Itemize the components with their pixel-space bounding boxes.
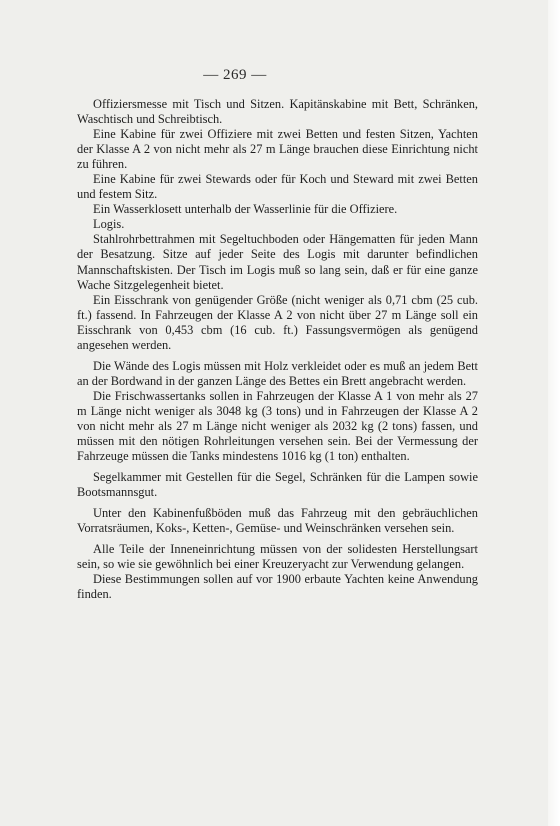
paragraph: Ein Wasserklosett unterhalb der Wasserlinie für die Offiziere. [93, 202, 398, 217]
page-number: — 269 — [203, 67, 267, 83]
paragraph: Ein Eisschrank von genügender Größe (nicht weniger als 0,71 cbm (25 cub. ft.) fassend. In Fahrzeugen der Klasse A 2 von nicht über 27 m Länge soll ein Eisschrank von 0,453 cbm (16 cub. ft.) Fassungsvermögen als genügend angesehen werden. [77, 292, 478, 352]
paragraph: Offiziersmesse mit Tisch und Sitzen. Kapitänskabine mit Bett, Schränken, Waschtisch und Schreibtisch. [77, 97, 478, 127]
paragraph: Diese Bestimmungen sollen auf vor 1900 erbaute Yachten keine Anwendung finden. [77, 572, 478, 602]
page-edge [548, 0, 560, 826]
paragraph: Segelkammer mit Gestellen für die Segel, Schränken für die Lampen sowie Bootsmannsgut. [77, 470, 478, 500]
paragraph: Die Frischwassertanks sollen in Fahrzeugen der Klasse A 1 von mehr als 27 m Länge nicht weniger als 3048 kg (3 tons) und in Fahrzeugen der Klasse A 2 von nicht mehr als 27 m Länge nicht weniger als 2032 kg (2 tons) fassen, und müssen mit den nötigen Rohrleitungen versehen sein. Bei der Vermessung der Fahrzeuge müssen die Tanks mindestens 1016 kg (1 ton) enthalten. [77, 388, 478, 464]
paragraph: Eine Kabine für zwei Offiziere mit zwei Betten und festen Sitzen, Yachten der Klasse A 2 von nicht mehr als 27 m Länge brauchen diese Einrichtung nicht zu führen. [77, 127, 478, 172]
paragraph: Eine Kabine für zwei Stewards oder für Koch und Steward mit zwei Betten und festem Sitz. [77, 172, 478, 202]
section-heading: Logis. [93, 217, 125, 232]
paragraph: Stahlrohrbettrahmen mit Segeltuchboden oder Hängematten für jeden Mann der Besatzung. Sitze auf jeder Seite des Logis mit darunter befindlichen Mannschaftskisten. Der Tisch im Logis muß so lang sein, daß er für eine ganze Wache Sitzgelegenheit bietet. [77, 232, 478, 292]
paragraph: Die Wände des Logis müssen mit Holz verkleidet oder es muß an jedem Bett an der Bordwand in der ganzen Länge des Bettes ein Brett angebracht werden. [77, 358, 478, 388]
paragraph: Alle Teile der Inneneinrichtung müssen von der solidesten Herstellungsart sein, so wie sie gewöhnlich bei einer Kreuzeryacht zur Verwendung gelangen. [77, 542, 478, 572]
paragraph: Unter den Kabinenfußböden muß das Fahrzeug mit den gebräuchlichen Vorratsräumen, Koks-, Ketten-, Gemüse- und Weinschränken versehen sein. [77, 506, 478, 536]
body-text [77, 97, 478, 603]
